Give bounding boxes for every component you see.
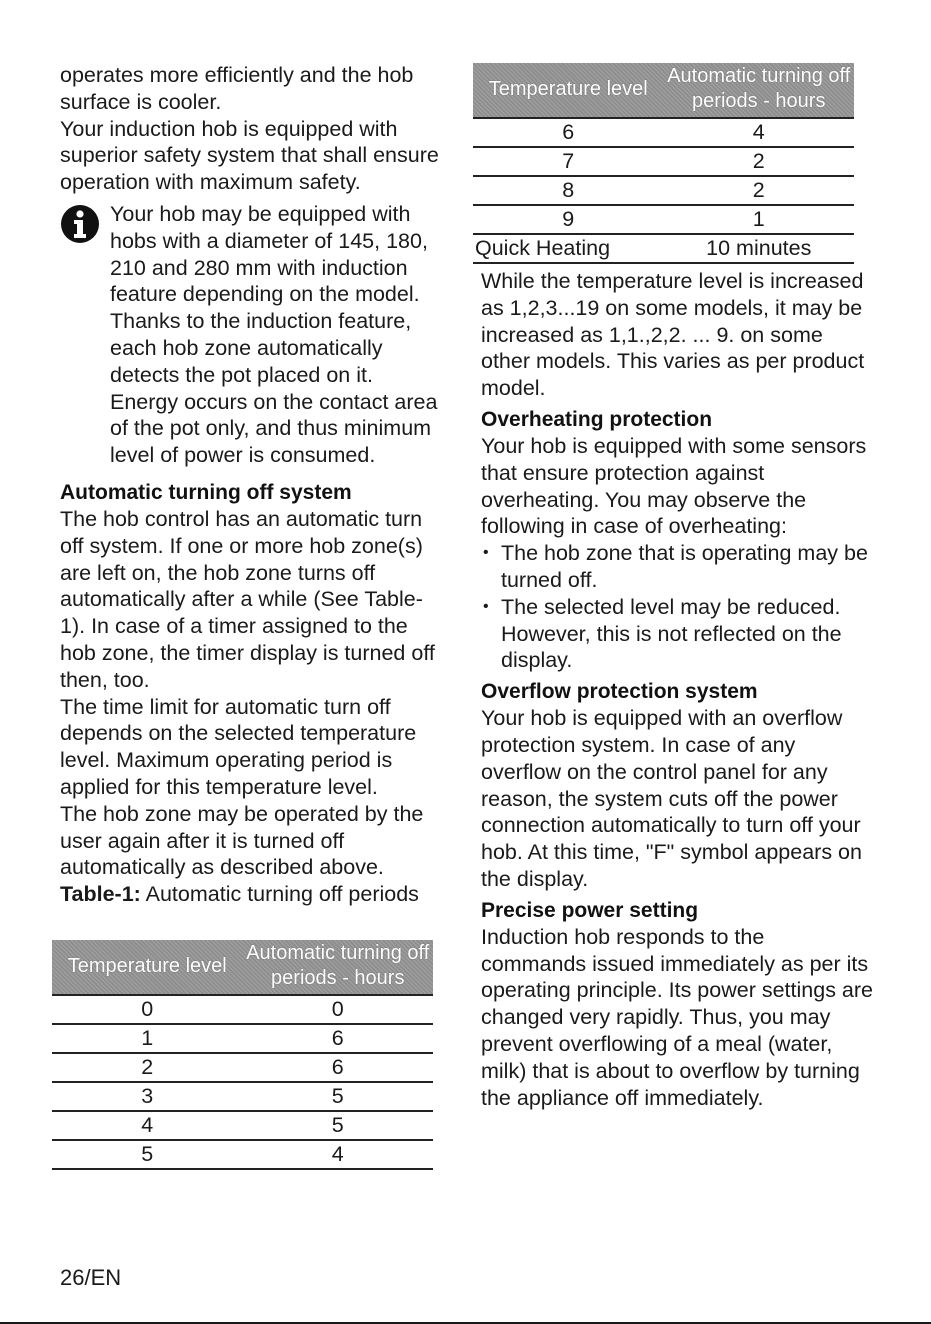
table-cell-hours: 4 xyxy=(664,118,855,147)
table-cell-level: 0 xyxy=(52,995,243,1024)
overheating-paragraph: Your hob is equipped with some sensors that ensure protection against overheating. You may observe the following in case of overheating: xyxy=(481,433,867,539)
list-item: • The hob zone that is operating may be turned off. xyxy=(481,540,873,594)
left-column xyxy=(60,62,445,908)
table-caption-label: Table-1: xyxy=(60,882,141,907)
table-caption-text: Automatic turning off periods xyxy=(140,882,419,907)
table-cell-hours: 0 xyxy=(243,995,434,1024)
table-caption xyxy=(60,881,445,908)
table-cell-level: 9 xyxy=(473,205,664,234)
overheating-list xyxy=(481,540,873,674)
table-cell-level: 3 xyxy=(52,1082,243,1111)
right-column xyxy=(481,268,873,1111)
table-cell-hours: 1 xyxy=(664,205,855,234)
overflow-heading: Overflow protection system xyxy=(481,680,758,704)
table-row xyxy=(52,1111,433,1140)
header-temperature-level: Temperature level xyxy=(473,63,664,118)
note-text: Your hob may be equipped with hobs with a diameter of 145, 180, 210 and 280 mm with induction feature depending on the model. Thanks to the induction feature, each hob zone automatically detects the pot placed on it. Energy occurs on the contact area of the pot only, and thus minimum level of power is consumed. xyxy=(110,201,438,468)
table-row xyxy=(52,995,433,1024)
table-cell-level: 5 xyxy=(52,1140,243,1169)
table-header-row xyxy=(52,940,433,995)
table-cell-hours: 5 xyxy=(243,1082,434,1111)
overflow-text-before: Your hob is equipped with an overflow protection system. In case of any overflow on the control panel for any reason, the system cuts off the power connection automatically to turn off your hob. At this time, xyxy=(481,706,861,865)
auto-off-heading: Automatic turning off system xyxy=(60,480,352,504)
table-row xyxy=(52,1140,433,1169)
overflow-paragraph xyxy=(481,705,873,893)
table-row xyxy=(473,118,854,147)
auto-off-table-part-1 xyxy=(52,940,433,1170)
table-row xyxy=(473,147,854,176)
precise-heading: Precise power setting xyxy=(481,898,699,922)
header-temperature-level: Temperature level xyxy=(52,940,243,995)
table-cell-hours: 5 xyxy=(243,1111,434,1140)
table-cell-level: 4 xyxy=(52,1111,243,1140)
page-number: 26/EN xyxy=(60,1265,122,1290)
overflow-text-after: symbol appears on the display. xyxy=(481,840,862,891)
table-cell-level: 8 xyxy=(473,176,664,205)
table-cell-level: 1 xyxy=(52,1024,243,1053)
levels-note-paragraph: While the temperature level is increased as 1,2,3...19 on some models, it may be increased as 1,1.,2,2. ... 9. on some other models. This varies as per product model. xyxy=(481,269,865,401)
auto-off-table-part-2 xyxy=(473,63,854,264)
intro-paragraph: operates more efficiently and the hob surface is cooler. xyxy=(60,63,414,114)
table-cell-hours: 6 xyxy=(243,1024,434,1053)
table-row-quick-heating xyxy=(473,234,854,263)
table-row xyxy=(473,176,854,205)
table-cell-level: 2 xyxy=(52,1053,243,1082)
table-cell-hours: 4 xyxy=(243,1140,434,1169)
table-cell-hours: 2 xyxy=(664,147,855,176)
auto-off-paragraph-3: The hob zone may be operated by the user again after it is turned off automatically as described above. xyxy=(60,801,424,880)
table-row xyxy=(473,205,854,234)
info-note xyxy=(60,201,445,469)
table-cell-level: 7 xyxy=(473,147,664,176)
auto-off-paragraph-2: The time limit for automatic turn off depends on the selected temperature level. Maximum operating period is applied for this temperature level. xyxy=(60,694,417,799)
table-cell-level: 6 xyxy=(473,118,664,147)
table-cell-hours: 10 minutes xyxy=(664,234,855,263)
info-icon xyxy=(60,201,110,469)
f-symbol: "F" xyxy=(645,840,675,865)
table-cell-hours: 2 xyxy=(664,176,855,205)
table-row xyxy=(52,1024,433,1053)
table-row xyxy=(52,1082,433,1111)
safety-paragraph: Your induction hob is equipped with superior safety system that shall ensure operation with maximum safety. xyxy=(60,116,439,195)
header-auto-off-period: Automatic turning off periods - hours xyxy=(664,63,855,118)
overheating-heading: Overheating protection xyxy=(481,407,713,431)
table-header-row xyxy=(473,63,854,118)
table-row xyxy=(52,1053,433,1082)
table-cell-hours: 6 xyxy=(243,1053,434,1082)
table-cell-level: Quick Heating xyxy=(473,234,664,263)
list-item: • The selected level may be reduced. However, this is not reflected on the display. xyxy=(481,594,873,674)
header-auto-off-period: Automatic turning off periods - hours xyxy=(243,940,434,995)
auto-off-paragraph-1: The hob control has an automatic turn off system. If one or more hob zone(s) are left on, the hob zone turns off automatically after a while (See Table-1). In case of a timer assigned to the hob zone, the timer display is turned off then, too. xyxy=(60,506,435,692)
precise-paragraph: Induction hob responds to the commands issued immediately as per its operating principle. Its power settings are changed very rapidly. Thus, you may prevent overflowing of a meal (water, milk) that is about to overflow by turning the appliance off immediately. xyxy=(481,924,873,1110)
